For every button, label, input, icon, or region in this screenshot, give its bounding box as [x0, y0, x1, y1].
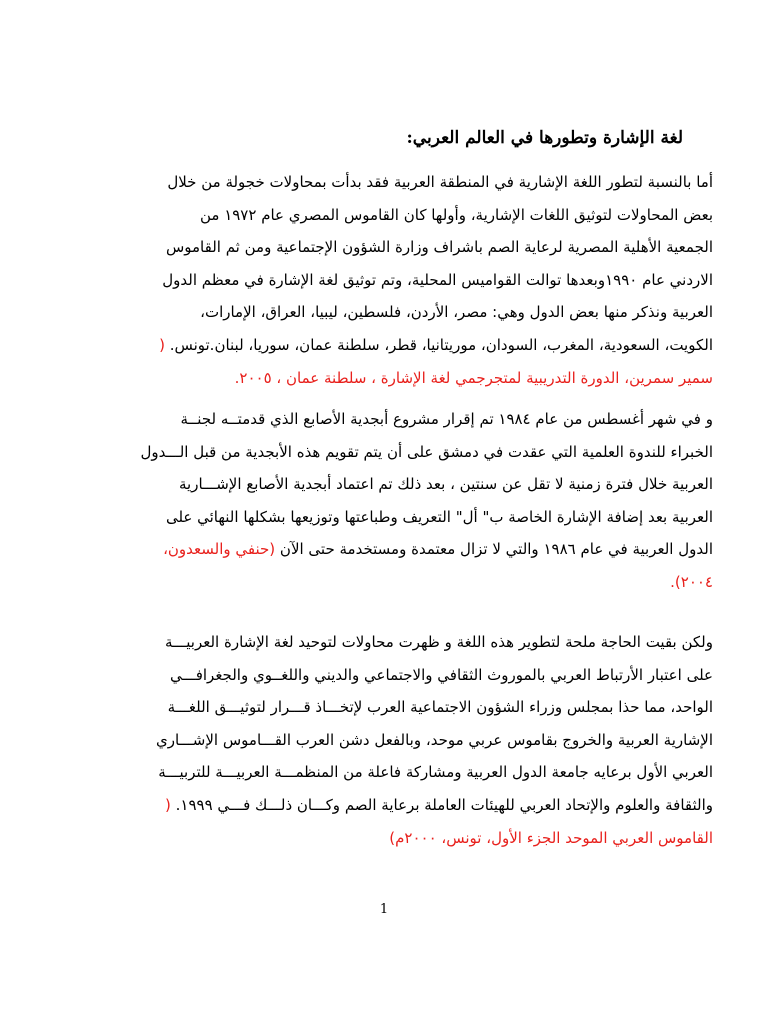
paragraph-line: الواحد، مما حذا بمجلس وزراء الشؤون الاجتماعية العرب لإتخـــاذ قـــرار لتوثيـــق اللغـــة — [167, 698, 713, 717]
citation-text: سمير سمرين، الدورة التدريبية لمتجرجمي لغة الإشارة ، سلطنة عمان ، ٢٠٠٥. — [234, 368, 713, 387]
paragraph-line: بعض المحاولات لتوثيق اللغات الإشارية، وأولها كان القاموس المصري عام ١٩٧٢ من — [199, 205, 713, 224]
page-number: 1 — [379, 902, 389, 917]
paragraph-line-with-citation — [43, 329, 713, 362]
paragraph-line: الجمعية الأهلية المصرية لرعاية الصم باشراف وزارة الشؤون الإجتماعية ومن ثم القاموس — [165, 238, 713, 257]
paragraph-line: ولكن بقيت الحاجة ملحة لتطوير هذه اللغة و ظهرت محاولات لتوحيد لغة الإشارة العربيـــة — [165, 633, 713, 651]
paragraph-line: العربية ونذكر منها بعض الدول وهي: مصر، الأردن، فلسطين، ليبيا، العراق، الإمارات، — [200, 303, 713, 322]
paragraph-line: على اعتبار الأرتباط العربي بالموروث الثقافي والاجتماعي والديني واللغــوي والجغرافـــي — [170, 665, 713, 684]
paragraph-text: والثقافة والعلوم والإتحاد العربي للهيئات العاملة برعاية الصم وكـــان ذلـــك فـــي ١٩٩٩. — [175, 795, 713, 814]
paragraph-text: الكويت، السعودية، المغرب، السودان، موريتانيا، قطر، سلطنة عمان، سوريا، لبنان.تونس. — [169, 335, 713, 354]
citation-open-paren: ( — [159, 335, 170, 354]
paragraph-2 — [43, 403, 713, 599]
paragraph-line: العربي الأول برعايه جامعة الدول العربية ومشاركة فاعلة من المنظمـــة العربيـــة للتربيـــة — [158, 763, 713, 782]
paragraph-3 — [43, 626, 713, 854]
paragraph-line: العربية خلال فترة زمنية لا تقل عن سنتين ، بعد ذلك تم اعتماد أبجدية الأصابع الإشـــارية — [178, 475, 713, 494]
paragraph-line: الخبراء للندوة العلمية التي عقدت في دمشق على أن يتم تقويم هذه الأبجدية من قبل الـــدول — [140, 442, 713, 461]
citation-text: (حنفي والسعدون، — [163, 540, 280, 559]
paragraph-line-with-citation — [43, 533, 713, 566]
paragraph-line: و في شهر أغسطس من عام ١٩٨٤ تم إقرار مشروع أبجدية الأصابع الذي قدمتــه لجنــة — [180, 410, 713, 428]
citation-open-paren: ( — [165, 795, 176, 814]
paragraph-text: الدول العربية في عام ١٩٨٦ والتي لا تزال معتمدة ومستخدمة حتى الآن — [279, 540, 713, 559]
paragraph-line: أما بالنسبة لتطور اللغة الإشارية في المنطقة العربية فقد بدأت بمحاولات خجولة من خلال — [167, 173, 713, 191]
section-heading: لغة الإشارة وتطورها في العالم العربي: — [406, 128, 683, 148]
paragraph-1 — [43, 166, 713, 394]
paragraph-line: العربية بعد إضافة الإشارة الخاصة ب" أل" التعريف وطباعتها وتوزيعها بشكلها النهائي على — [165, 507, 713, 526]
citation-text: ٢٠٠٤). — [670, 572, 713, 591]
paragraph-line: الاردني عام ١٩٩٠وبعدها توالت القواميس المحلية، وتم توثيق لغة الإشارة في معظم الدول — [162, 270, 713, 289]
paragraph-line-with-citation — [43, 789, 713, 822]
paragraph-line: الإشارية العربية والخروج بقاموس عربي موحد، وبالفعل دشن العرب القـــاموس الإشـــاري — [156, 730, 713, 749]
citation-text: القاموس العربي الموحد الجزء الأول، تونس، ٢٠٠٠م) — [389, 828, 713, 847]
